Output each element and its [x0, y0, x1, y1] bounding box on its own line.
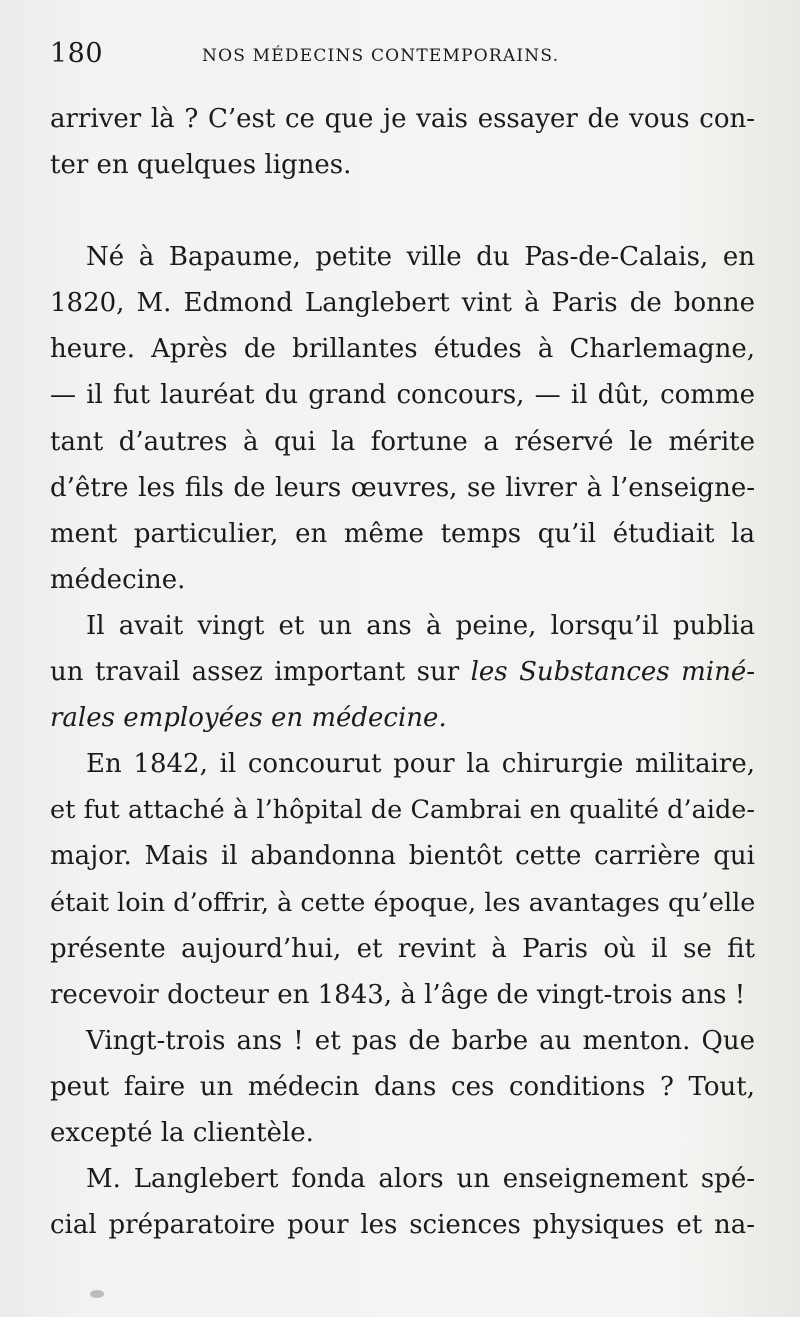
text-line: recevoir docteur en 1843, à l’âge de vingt-trois ans ! — [50, 979, 746, 1010]
text-line: — il fut lauréat du grand concours, — il dût, comme — [50, 380, 755, 411]
text-fragment: un travail assez important sur — [50, 657, 471, 688]
text-line: Vingt-trois ans ! et pas de barbe au menton. Que — [86, 1025, 755, 1056]
paragraph-teaching — [50, 1156, 755, 1248]
text-line — [50, 649, 755, 695]
text-line: En 1842, il concourut pour la chirurgie militaire, — [86, 749, 755, 780]
text-line: Il avait vingt et un ans à peine, lorsqu’il publia — [86, 610, 755, 641]
paragraph-publication — [50, 603, 755, 741]
paragraph-gap — [50, 188, 755, 234]
book-title-italic: les Substances miné- — [470, 657, 755, 688]
text-line: peut faire un médecin dans ces conditions ? Tout, — [50, 1071, 755, 1102]
ink-smudge — [90, 1290, 104, 1298]
paragraph-birth — [50, 234, 755, 603]
book-title-italic: rales employées en médecine. — [50, 703, 447, 734]
text-line: et fut attaché à l’hôpital de Cambrai en qualité d’aide- — [50, 795, 755, 826]
text-line: arriver là ? C’est ce que je vais essayer de vous con- — [50, 104, 755, 134]
text-line: excepté la clientèle. — [50, 1117, 314, 1148]
text-line: cial préparatoire pour les sciences physiques et na- — [50, 1210, 755, 1241]
page-number: 180 — [50, 38, 104, 69]
paragraph-military — [50, 741, 755, 1018]
text-line: était loin d’offrir, à cette époque, les avantages qu’elle — [50, 887, 756, 918]
text-line: M. Langlebert fonda alors un enseignement spé- — [86, 1164, 755, 1195]
text-line: d’être les fils de leurs œuvres, se livrer à l’enseigne- — [50, 472, 755, 503]
text-line: ter en quelques lignes. — [50, 150, 352, 181]
page-header — [50, 38, 755, 78]
text-line: présente aujourd’hui, et revint à Paris où il se fit — [50, 933, 755, 964]
text-line: major. Mais il abandonna bientôt cette carrière qui — [50, 841, 755, 872]
text-line: médecine. — [50, 564, 186, 595]
text-line: tant d’autres à qui la fortune a réservé le mérite — [50, 426, 755, 457]
text-line: Né à Bapaume, petite ville du Pas-de-Calais, en — [86, 242, 755, 273]
text-line: heure. Après de brillantes études à Charlemagne, — [50, 334, 755, 365]
paragraph-age — [50, 1018, 755, 1156]
body-text — [50, 96, 755, 1248]
text-line — [50, 695, 755, 741]
text-line: 1820, M. Edmond Langlebert vint à Paris de bonne — [50, 288, 755, 319]
running-head: NOS MÉDECINS CONTEMPORAINS. — [202, 46, 560, 66]
text-line: ment particulier, en même temps qu’il étudiait la — [50, 518, 755, 549]
paragraph-intro-continuation — [50, 96, 755, 188]
